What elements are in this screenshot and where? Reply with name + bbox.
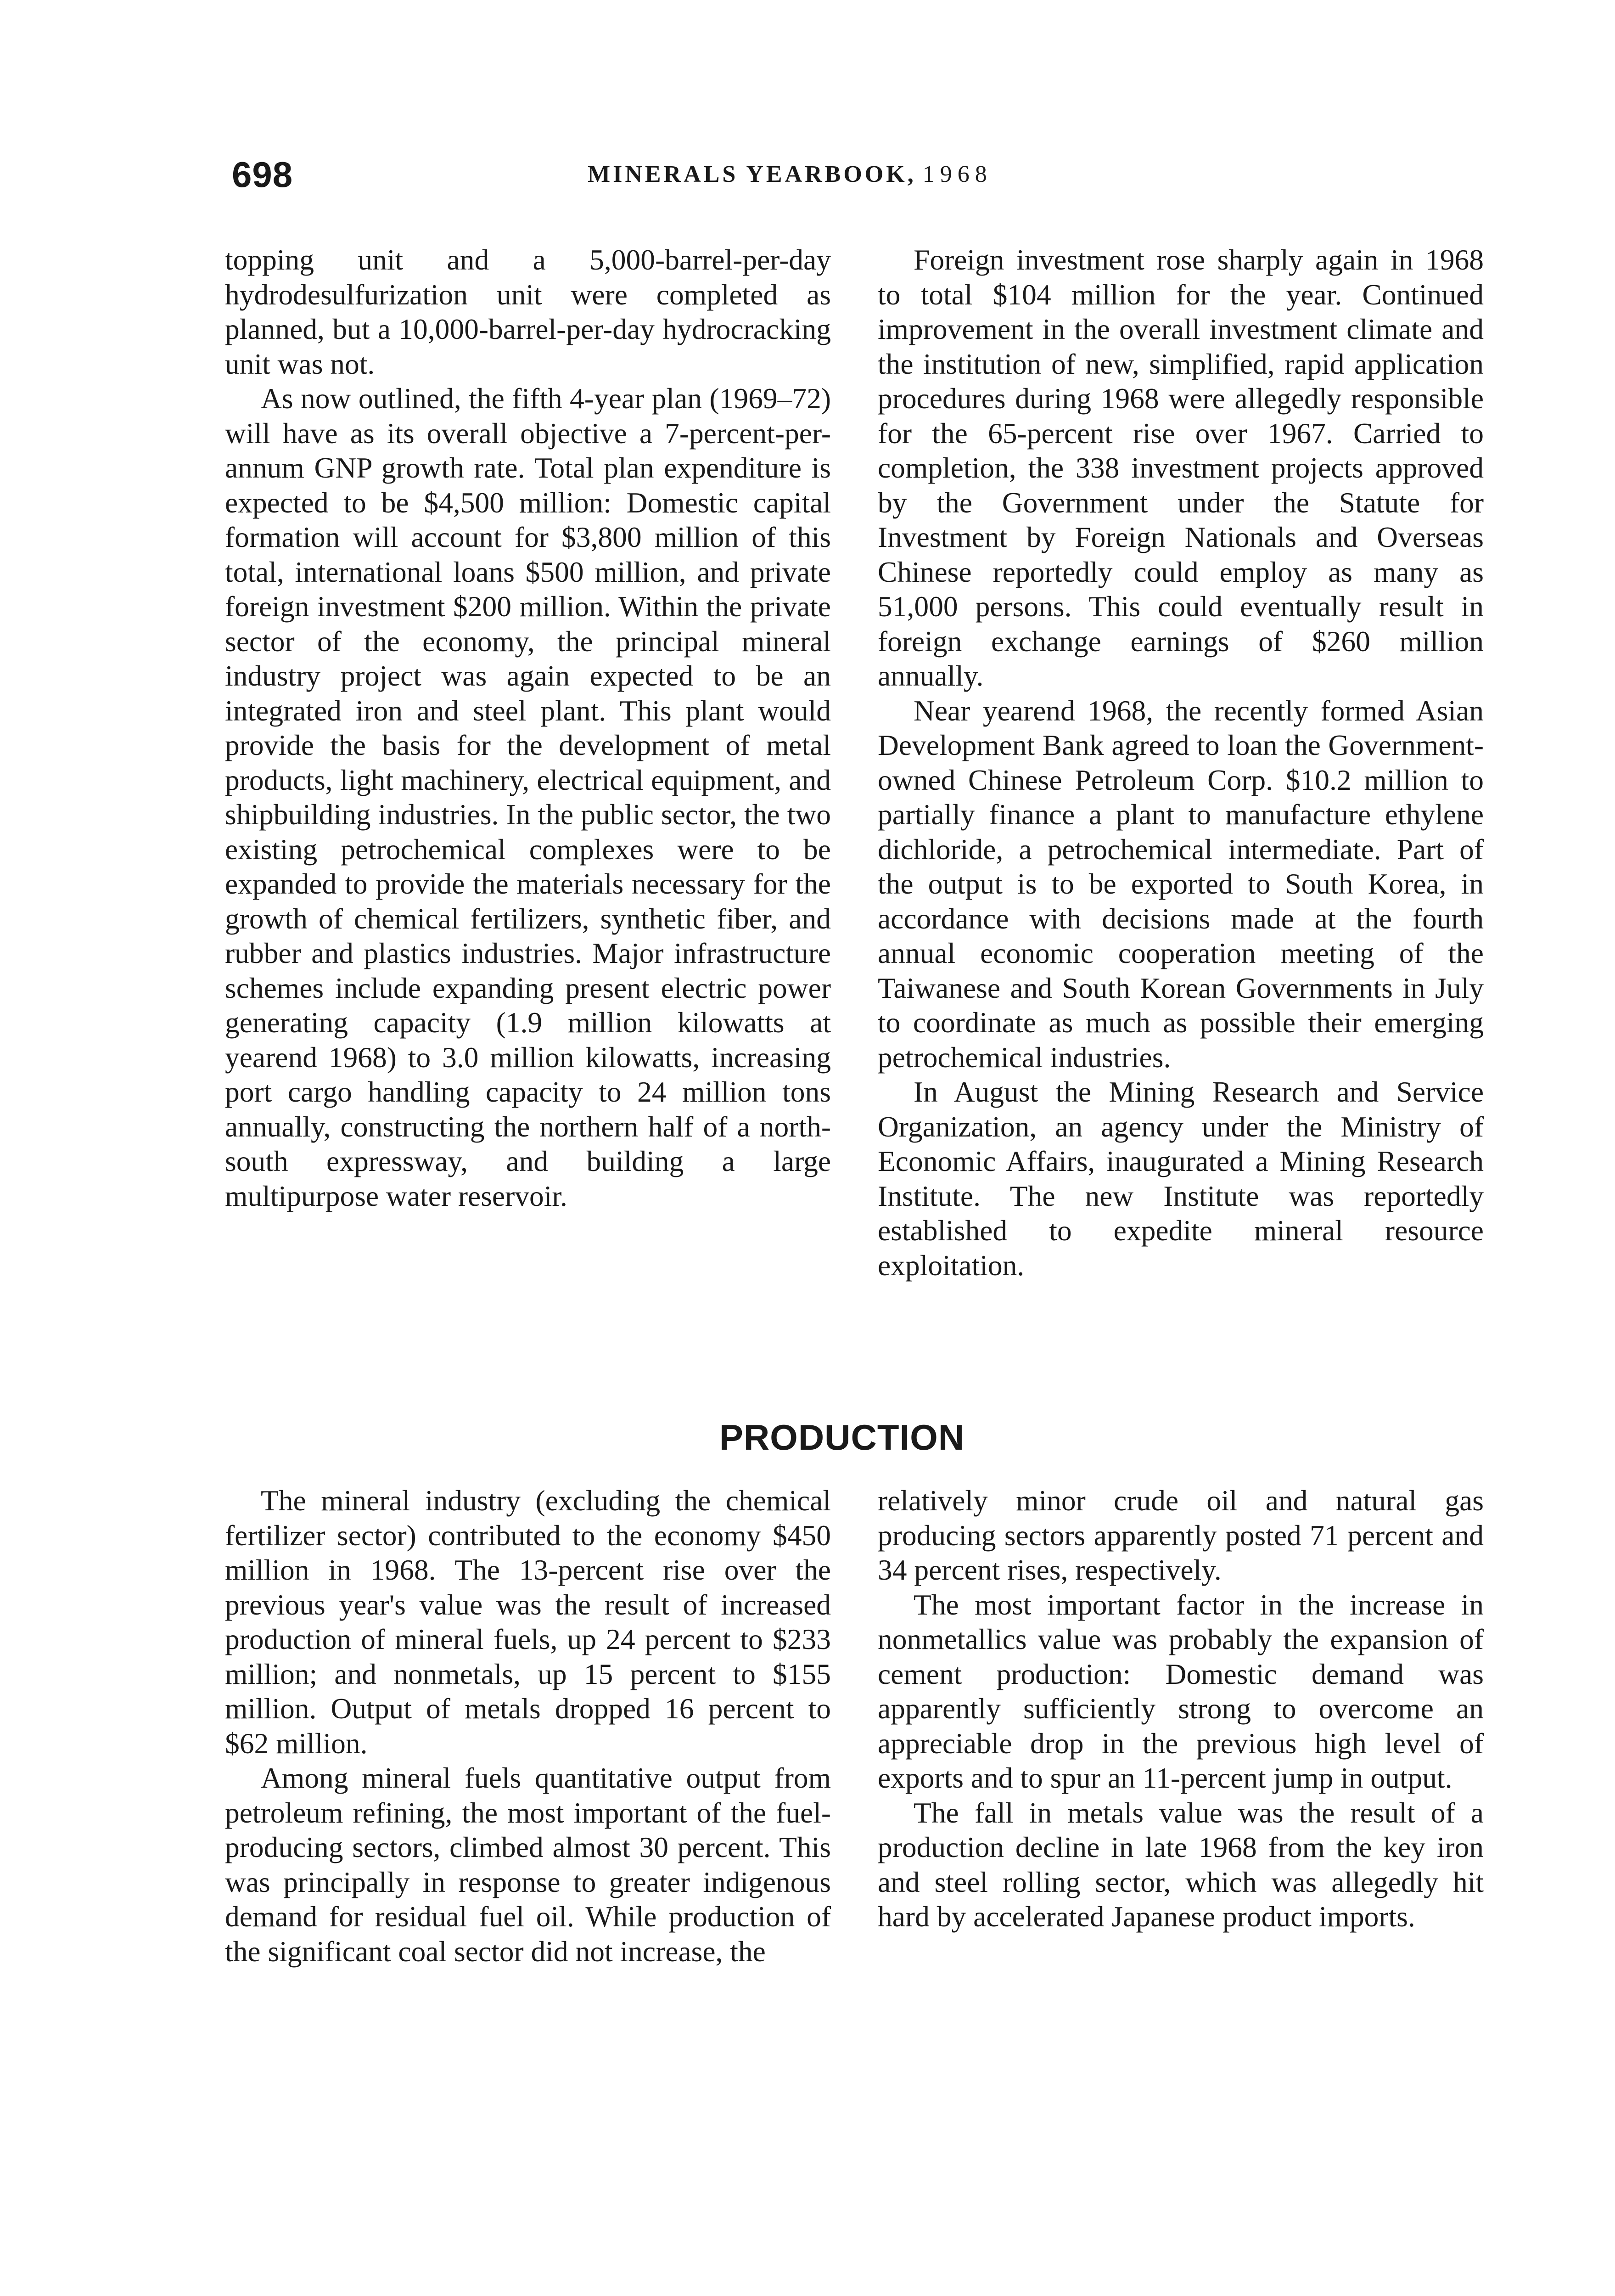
paragraph: relatively minor crude oil and natural gas producing sectors apparently posted 71 percent and 34 percent rises, respectively. xyxy=(878,1484,1484,1586)
page-number: 698 xyxy=(232,154,293,195)
running-head xyxy=(588,161,993,188)
section-heading-production: PRODUCTION xyxy=(719,1417,965,1458)
paragraph: topping unit and a 5,000-barrel-per-day hydrodesulfurization unit were completed as planned, but a 10,000-barrel-per-day hydrocracking unit was not. xyxy=(225,243,831,380)
paragraph: Foreign investment rose sharply again in 1968 to total $104 million for the year. Continued improvement in the overall investment climate and the institution of new, simplified, rapid application procedures during 1968 were allegedly responsible for the 65-percent rise over 1967. Carried to completion, the 338 investment projects approved by the Government under the Statute for Investment by Foreign Nationals and Overseas Chinese reportedly could employ as many as 51,000 persons. This could eventually result in foreign exchange earnings of $260 million annually. xyxy=(878,243,1484,692)
top-right-column xyxy=(878,242,1484,1283)
paragraph: The fall in metals value was the result of a production decline in late 1968 from the key iron and steel rolling sector, which was allegedly hit hard by accelerated Japanese product imports. xyxy=(878,1796,1484,1933)
paragraph: As now outlined, the fifth 4-year plan (1969–72) will have as its overall objective a 7-percent-per-annum GNP growth rate. Total plan expenditure is expected to be $4,500 million: Domestic capital formation will account for $3,800 million of this total, international loans $500 million, and private foreign investment $200 million. Within the private sector of the economy, the principal mineral industry project was again expected to be an integrated iron and steel plant. This plant would provide the basis for the development of metal products, light machinery, electrical equipment, and shipbuilding industries. In the public sector, the two existing petrochemical complexes were to be expanded to provide the materials necessary for the growth of chemical fertilizers, synthetic fiber, and rubber and plastics industries. Major infrastructure schemes include expanding present electric power generating capacity (1.9 million kilowatts at yearend 1968) to 3.0 million kilowatts, increasing port cargo handling capacity to 24 million tons annually, constructing the northern half of a north-south expressway, and building a large multipurpose water reservoir. xyxy=(225,382,831,1212)
paragraph: Near yearend 1968, the recently formed Asian Development Bank agreed to loan the Government-owned Chinese Petroleum Corp. $10.2 million to partially finance a plant to manufacture ethylene dichloride, a petrochemical intermediate. Part of the output is to be exported to South Korea, in accordance with decisions made at the fourth annual economic cooperation meeting of the Taiwanese and South Korean Governments in July to coordinate as much as possible their emerging petrochemical industries. xyxy=(878,694,1484,1074)
top-left-column xyxy=(225,242,831,1213)
production-right-column xyxy=(878,1483,1484,1934)
paragraph: Among mineral fuels quantitative output from petroleum refining, the most important of the fuel-producing sectors, climbed almost 30 percent. This was principally in response to greater indigenous demand for residual fuel oil. While production of the significant coal sector did not increase, the xyxy=(225,1761,831,1968)
paragraph: The most important factor in the increase in nonmetallics value was probably the expansion of cement production: Domestic demand was apparently sufficiently strong to overcome an appreciable drop in the previous high level of exports and to spur an 11-percent jump in output. xyxy=(878,1588,1484,1794)
running-year: 1968 xyxy=(922,161,993,187)
running-title: MINERALS YEARBOOK, xyxy=(588,161,916,187)
paragraph: In August the Mining Research and Service Organization, an agency under the Ministry of Economic Affairs, inaugurated a Mining Research Institute. The new Institute was reportedly established to expedite mineral resource exploitation. xyxy=(878,1075,1484,1282)
paragraph: The mineral industry (excluding the chemical fertilizer sector) contributed to the economy $450 million in 1968. The 13-percent rise over the previous year's value was the result of increased production of mineral fuels, up 24 percent to $233 million; and nonmetals, up 15 percent to $155 million. Output of metals dropped 16 percent to $62 million. xyxy=(225,1484,831,1760)
production-left-column xyxy=(225,1483,831,1969)
